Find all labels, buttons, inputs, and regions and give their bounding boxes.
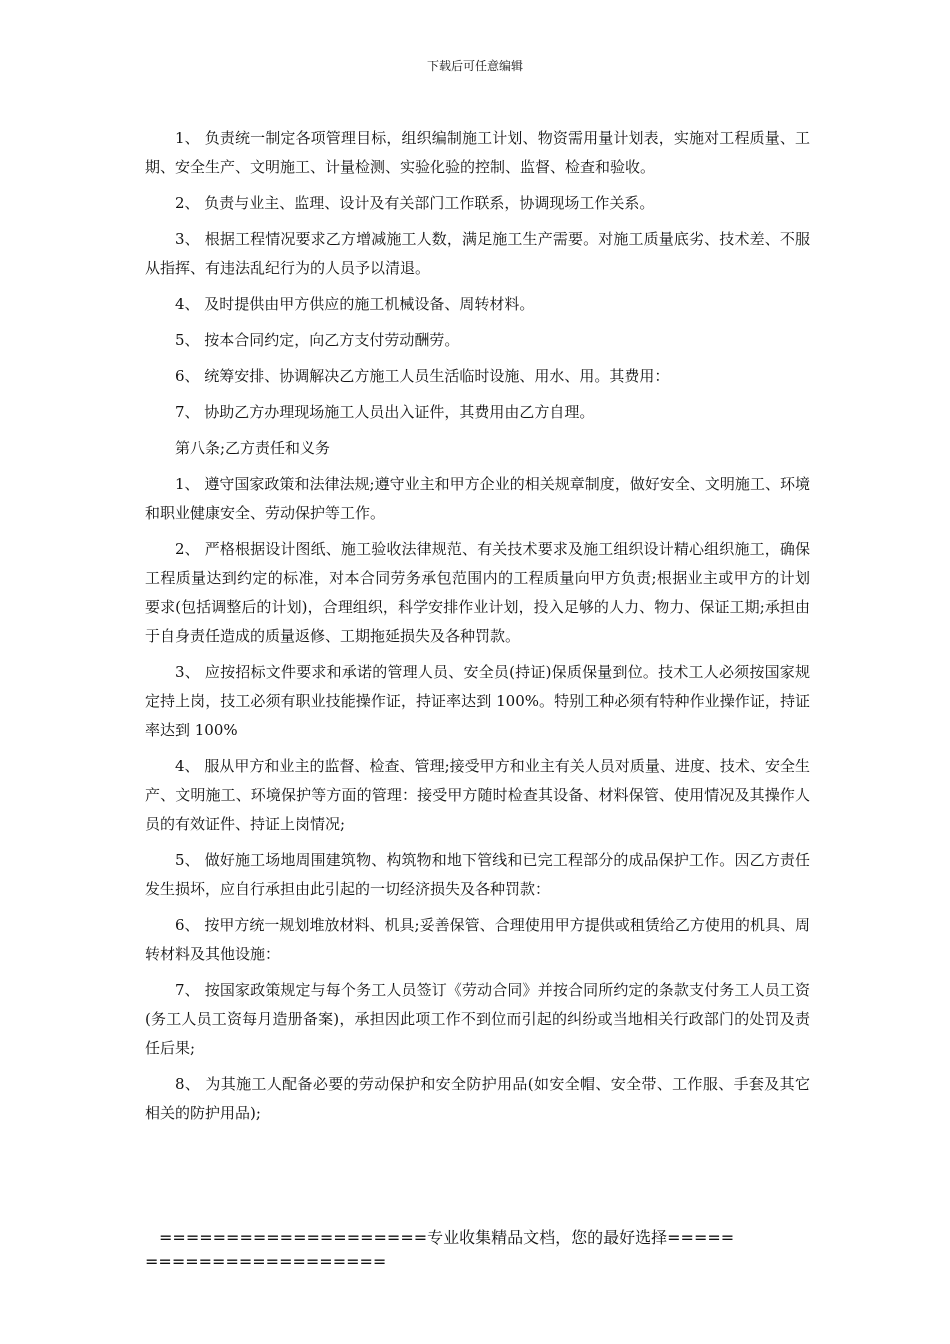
obligation-6: 6、 按甲方统一规划堆放材料、机具;妥善保管、合理使用甲方提供或租赁给乙方使用的机具、周转材料及其他设施：: [145, 916, 810, 963]
obligation-5: 5、 做好施工场地周围建筑物、构筑物和地下管线和已完工程部分的成品保护工作。因乙方责任发生损坏，应自行承担由此引起的一切经济损失及各种罚款：: [145, 851, 810, 898]
obligation-3: 3、 应按招标文件要求和承诺的管理人员、安全员(持证)保质保量到位。技术工人必须按国家规定持上岗，技工必须有职业技能操作证，持证率达到 100%。特别工种必须有特种作业操作证，持证率达到 100%: [145, 663, 810, 739]
clause-1: 1、 负责统一制定各项管理目标，组织编制施工计划、物资需用量计划表，实施对工程质量、工期、安全生产、文明施工、计量检测、实验化验的控制、监督、检查和验收。: [145, 129, 810, 176]
footer-banner-line-1: ====================专业收集精品文档，您的最好选择=====: [159, 1228, 735, 1247]
clause-6: 6、 统筹安排、协调解决乙方施工人员生活临时设施、用水、用。其费用：: [175, 367, 670, 385]
obligation-8: 8、 为其施工人配备必要的劳动保护和安全防护用品(如安全帽、安全带、工作服、手套及其它相关的防护用品);: [145, 1075, 810, 1122]
clause-7: 7、 协助乙方办理现场施工人员出入证件，其费用由乙方自理。: [175, 403, 595, 421]
obligation-7: 7、 按国家政策规定与每个务工人员签订《劳动合同》并按合同所约定的条款支付务工人员工资(务工人员工资每月造册备案)，承担因此项工作不到位而引起的纠纷或当地相关行政部门的处罚及责任后果;: [145, 981, 810, 1057]
document-body: [145, 124, 810, 1135]
footer-banner-line-2: ==================: [145, 1252, 387, 1271]
page-header: 下载后可任意编辑: [426, 59, 523, 73]
clause-5: 5、 按本合同约定，向乙方支付劳动酬劳。: [175, 331, 460, 349]
clause-2: 2、 负责与业主、监理、设计及有关部门工作联系，协调现场工作关系。: [175, 194, 655, 212]
section-heading: 第八条;乙方责任和义务: [175, 439, 331, 457]
obligation-4: 4、 服从甲方和业主的监督、检查、管理;接受甲方和业主有关人员对质量、进度、技术、安全生产、文明施工、环境保护等方面的管理：接受甲方随时检查其设备、材料保管、使用情况及其操作人员的有效证件、持证上岗情况;: [145, 757, 810, 833]
clause-3: 3、 根据工程情况要求乙方增减施工人数，满足施工生产需要。对施工质量底劣、技术差、不服从指挥、有违法乱纪行为的人员予以清退。: [145, 230, 810, 277]
page-footer: [145, 1226, 825, 1274]
obligation-2: 2、 严格根据设计图纸、施工验收法律规范、有关技术要求及施工组织设计精心组织施工，确保工程质量达到约定的标准，对本合同劳务承包范围内的工程质量向甲方负责;根据业主或甲方的计划要求(包括调整后的计划)，合理组织，科学安排作业计划，投入足够的人力、物力、保证工期;承担由于自身责任造成的质量返修、工期拖延损失及各种罚款。: [145, 540, 810, 645]
clause-4: 4、 及时提供由甲方供应的施工机械设备、周转材料。: [175, 295, 535, 313]
obligation-1: 1、 遵守国家政策和法律法规;遵守业主和甲方企业的相关规章制度，做好安全、文明施工、环境和职业健康安全、劳动保护等工作。: [145, 475, 810, 522]
